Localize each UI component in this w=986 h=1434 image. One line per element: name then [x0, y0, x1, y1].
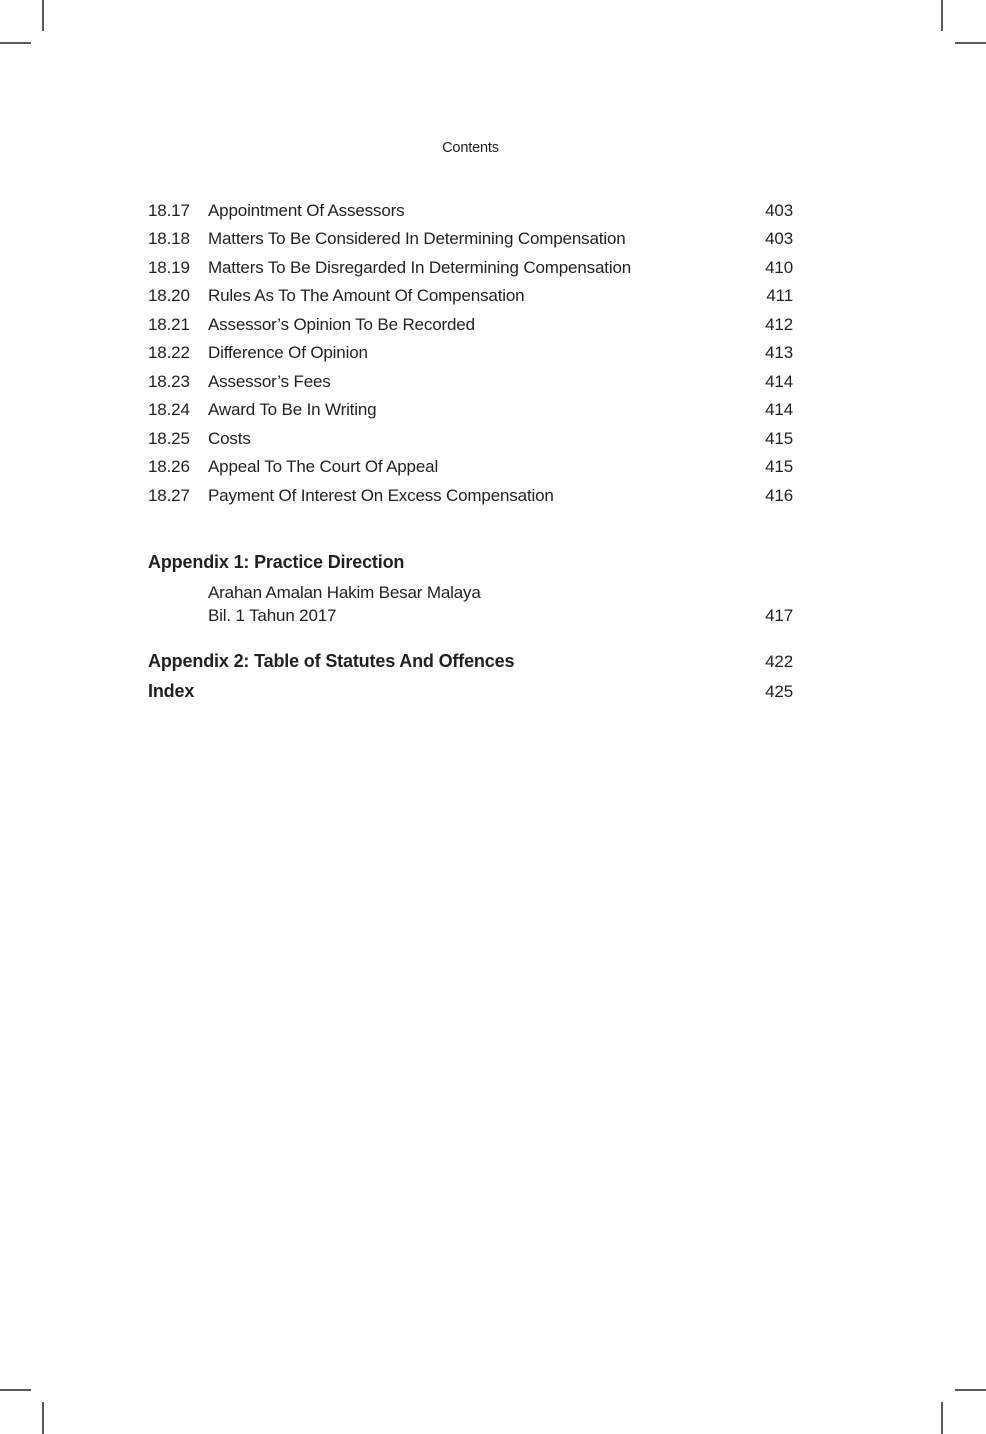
toc-entry-title: Appeal To The Court Of Appeal: [208, 457, 439, 477]
toc-entry-title: Costs: [208, 428, 251, 448]
appendix1-subentry-line1: Arahan Amalan Hakim Besar Malaya: [208, 583, 481, 603]
toc-row: [148, 311, 793, 339]
toc-entry-page: 410: [765, 257, 793, 277]
toc-entry-title: Assessor’s Fees: [208, 371, 331, 391]
toc-row: [148, 396, 793, 424]
toc-entry-title: Matters To Be Considered In Determining Compensation: [208, 229, 626, 249]
crop-mark-bottom-left-horizontal: [0, 1389, 31, 1391]
toc-entry-page: 416: [765, 485, 793, 505]
toc-entry-page: 412: [765, 314, 793, 334]
toc-entry-number: 18.21: [148, 314, 190, 334]
toc-entry-title: Matters To Be Disregarded In Determining Compensation: [208, 257, 632, 277]
toc-entry-title: Rules As To The Amount Of Compensation: [208, 286, 525, 306]
appendix1-subentry-line2: Bil. 1 Tahun 2017: [208, 605, 337, 625]
toc-entry-number: 18.27: [148, 485, 190, 505]
toc-entry-title: Payment Of Interest On Excess Compensation: [208, 485, 554, 505]
toc-entry-number: 18.24: [148, 400, 190, 420]
toc-entry-page: 411: [766, 286, 793, 306]
appendix1-heading-row: [148, 548, 793, 577]
toc-entry-number: 18.17: [148, 201, 190, 220]
toc-entry-page: 403: [765, 201, 793, 220]
appendix1-subentry: [208, 582, 765, 627]
toc-entry-page: 415: [765, 457, 793, 477]
toc-entry-number: 18.18: [148, 229, 190, 249]
toc-row: [148, 368, 793, 396]
toc-entry-page: 413: [765, 343, 793, 363]
crop-mark-top-right-horizontal: [955, 42, 986, 44]
toc-entry-page: 403: [765, 229, 793, 249]
appendix-section: [148, 548, 793, 707]
toc-entry-title: Assessor’s Opinion To Be Recorded: [208, 314, 475, 334]
toc-entry-title: Difference Of Opinion: [208, 343, 368, 363]
toc-row: [148, 453, 793, 481]
toc-entry-page: 415: [765, 428, 793, 448]
table-of-contents: [148, 197, 793, 510]
toc-entry-number: 18.25: [148, 428, 190, 448]
index-page: 425: [765, 681, 793, 701]
toc-row: [148, 425, 793, 453]
toc-entry-title: Appointment Of Assessors: [208, 201, 405, 220]
appendix1-subentry-row: [208, 582, 793, 627]
toc-entry-page: 414: [765, 371, 793, 391]
crop-mark-bottom-right-vertical: [941, 1402, 943, 1434]
appendix2-heading-row: [148, 647, 793, 677]
toc-row: [148, 482, 793, 510]
page-content: [148, 0, 793, 706]
toc-row: [148, 197, 793, 225]
index-heading-row: [148, 677, 793, 707]
crop-mark-bottom-right-horizontal: [955, 1389, 986, 1391]
crop-mark-bottom-left-vertical: [42, 1402, 44, 1434]
toc-entry-title: Award To Be In Writing: [208, 400, 377, 420]
toc-entry-number: 18.19: [148, 257, 190, 277]
appendix1-page: 417: [765, 605, 793, 625]
appendix2-title: Appendix 2: Table of Statutes And Offences: [148, 651, 515, 672]
appendix1-title: Appendix 1: Practice Direction: [148, 551, 405, 572]
crop-mark-top-right-vertical: [941, 0, 943, 31]
toc-row: [148, 254, 793, 282]
index-title: Index: [148, 680, 195, 701]
appendix2-page: 422: [765, 652, 793, 672]
toc-row: [148, 225, 793, 253]
crop-mark-top-left-vertical: [42, 0, 44, 31]
toc-entry-number: 18.22: [148, 343, 190, 363]
crop-mark-top-left-horizontal: [0, 42, 31, 44]
toc-row: [148, 282, 793, 310]
running-head: Contents: [442, 140, 499, 156]
toc-entry-number: 18.26: [148, 457, 190, 477]
toc-entry-number: 18.20: [148, 286, 190, 306]
toc-entry-page: 414: [765, 400, 793, 420]
toc-row: [148, 339, 793, 367]
toc-entry-number: 18.23: [148, 371, 190, 391]
